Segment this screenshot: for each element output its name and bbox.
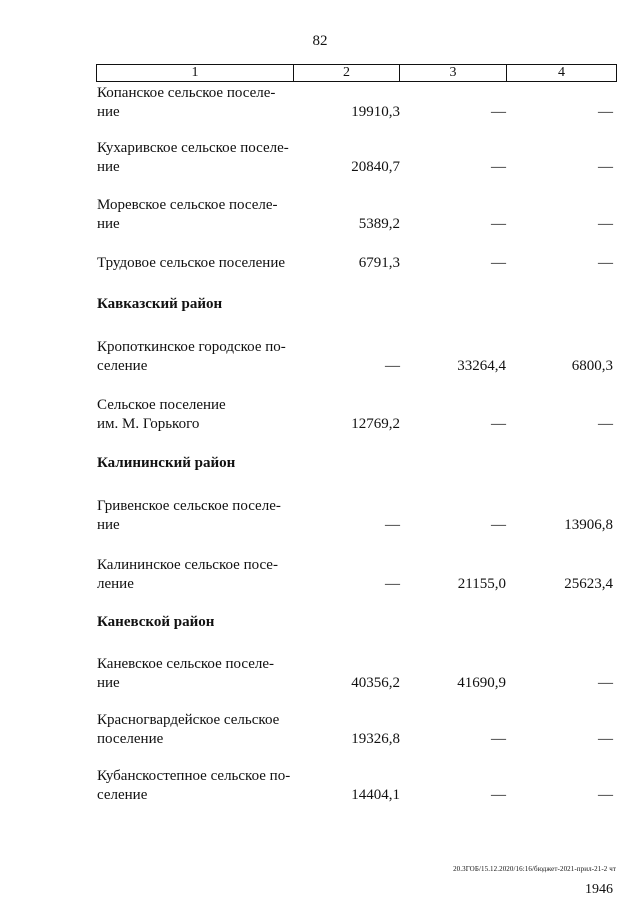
value-col-2: 20840,7 (351, 159, 400, 175)
value-col-4: — (598, 216, 613, 232)
settlement-name: Кропоткинское городское по- селение (97, 339, 286, 374)
district-name: Кавказский район (97, 296, 223, 312)
settlement-name: Кубанскостепное сельское по- селение (97, 768, 291, 803)
table-header (96, 64, 617, 82)
value-col-3: — (491, 731, 506, 747)
value-col-4: 13906,8 (564, 517, 613, 533)
settlement-name: Сельское поселение им. М. Горького (97, 397, 226, 432)
page-number: 82 (312, 33, 328, 49)
district-name: Калининский район (97, 455, 236, 471)
header-col-2: 2 (294, 65, 400, 81)
value-col-2: — (385, 576, 400, 592)
district-name: Каневской район (97, 614, 215, 630)
settlement-name: Копанское сельское поселе- ние (97, 85, 276, 120)
header-col-1: 1 (97, 65, 294, 81)
value-col-3: 33264,4 (457, 358, 506, 374)
value-col-4: — (598, 731, 613, 747)
value-col-2: 12769,2 (351, 416, 400, 432)
value-col-2: 19326,8 (351, 731, 400, 747)
value-col-3: — (491, 416, 506, 432)
value-col-3: — (491, 517, 506, 533)
value-col-2: — (385, 517, 400, 533)
settlement-name: Красногвардейское сельское поселение (97, 712, 280, 747)
value-col-4: — (598, 255, 613, 271)
settlement-name: Моревское сельское поселе- ние (97, 197, 278, 232)
settlement-name: Трудовое сельское поселение (97, 255, 286, 271)
value-col-2: 19910,3 (351, 104, 400, 120)
value-col-4: — (598, 104, 613, 120)
settlement-name: Калининское сельское посе- ление (97, 557, 278, 592)
value-col-2: 5389,2 (358, 216, 400, 232)
value-col-4: — (598, 159, 613, 175)
value-col-3: 21155,0 (457, 576, 506, 592)
value-col-4: 6800,3 (571, 358, 613, 374)
settlement-name: Каневское сельское поселе- ние (97, 656, 275, 691)
value-col-3: — (491, 216, 506, 232)
value-col-3: — (491, 255, 506, 271)
footer-sheet-number: 1946 (585, 882, 613, 897)
value-col-3: — (491, 104, 506, 120)
value-col-4: — (598, 787, 613, 803)
value-col-3: 41690,9 (457, 675, 506, 691)
footer-doc-code: 20.3ГОБ/15.12.2020/16:16/бюджет-2021-прил-21-2 чт (453, 865, 616, 873)
value-col-2: 14404,1 (351, 787, 400, 803)
settlement-name: Гривенское сельское поселе- ние (97, 498, 281, 533)
header-col-4: 4 (558, 65, 565, 80)
value-col-4: — (598, 416, 613, 432)
settlement-name: Кухаривское сельское поселе- ние (97, 140, 289, 175)
value-col-4: — (598, 675, 613, 691)
value-col-3: — (491, 787, 506, 803)
value-col-2: 6791,3 (358, 255, 400, 271)
value-col-2: — (385, 358, 400, 374)
header-col-3: 3 (400, 65, 507, 81)
value-col-3: — (491, 159, 506, 175)
value-col-2: 40356,2 (351, 675, 400, 691)
value-col-4: 25623,4 (564, 576, 613, 592)
